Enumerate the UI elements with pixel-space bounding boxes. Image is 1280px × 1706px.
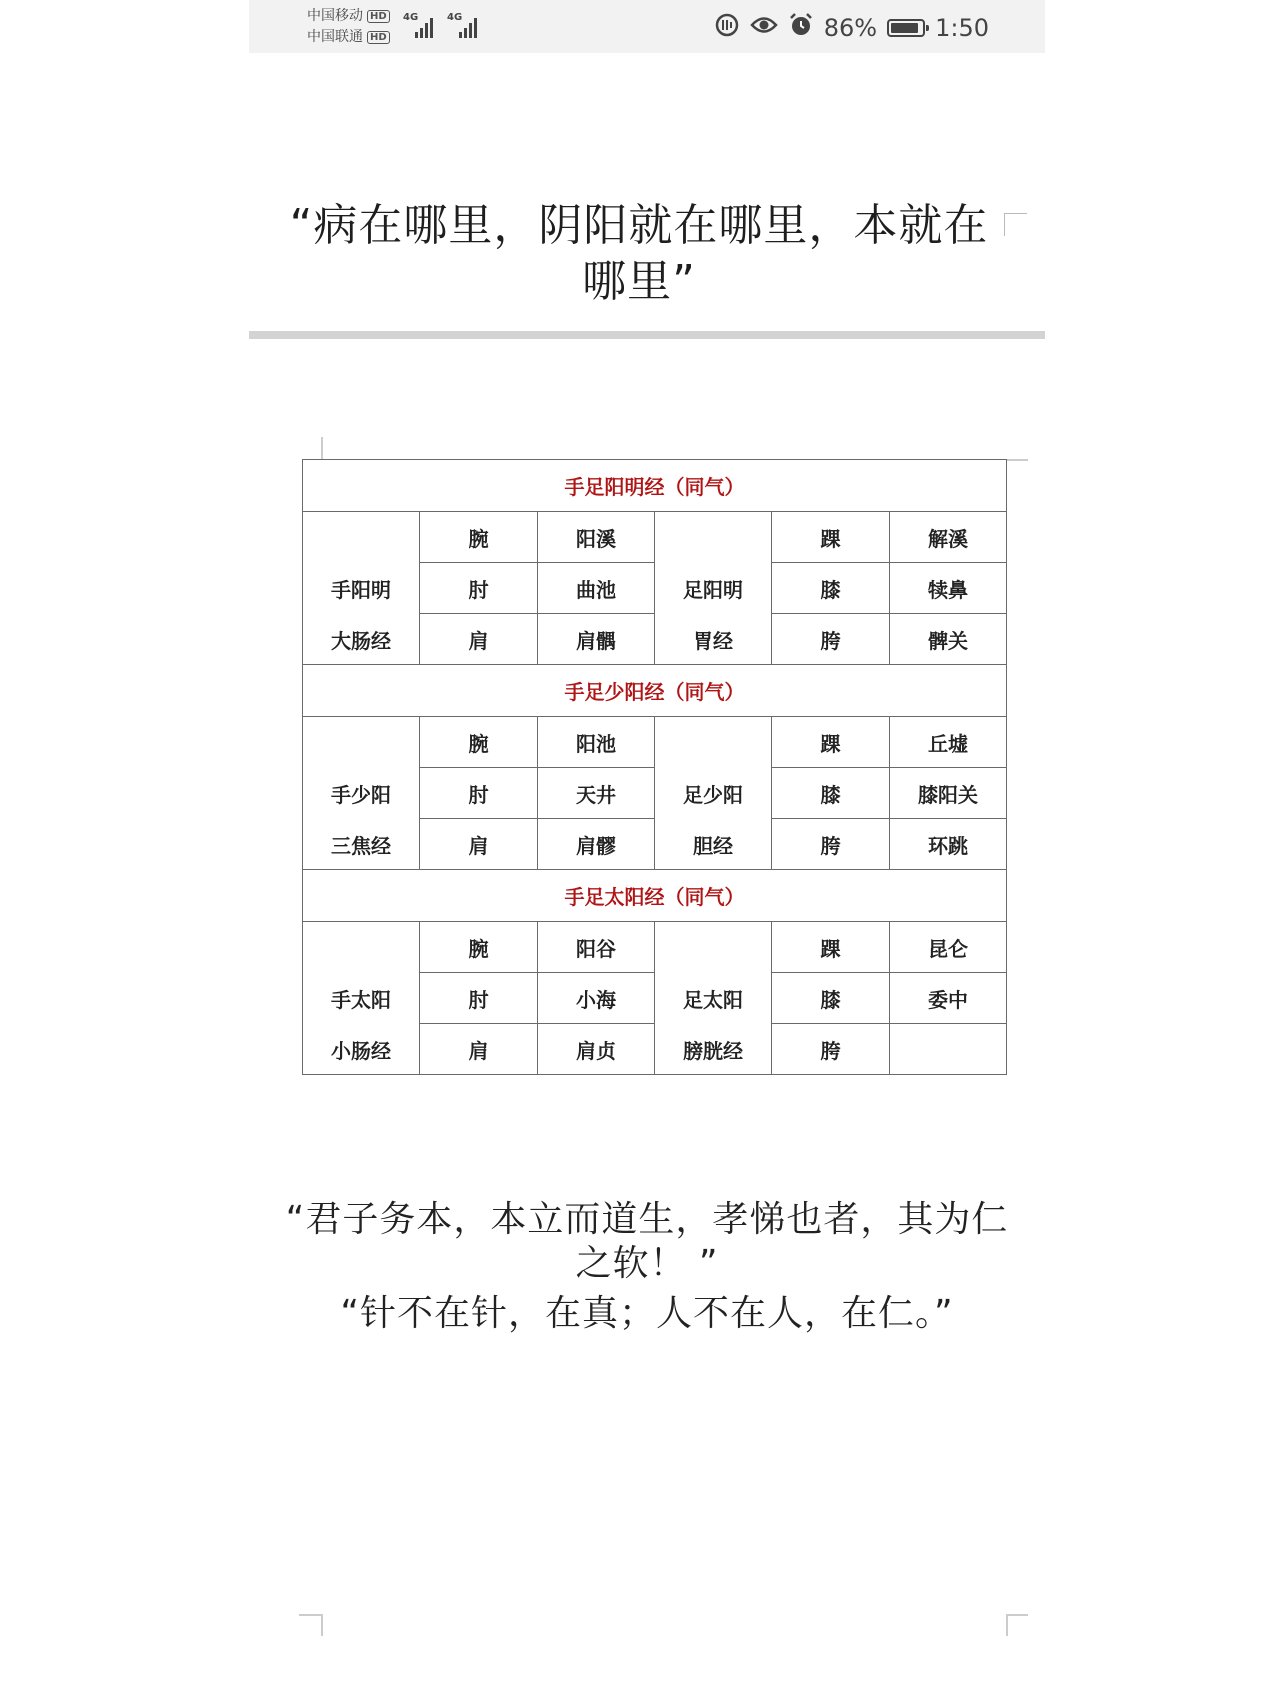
table-row bbox=[303, 614, 1007, 665]
table-row bbox=[303, 973, 1007, 1024]
table-row bbox=[303, 717, 1007, 768]
foot-meridian-name: 膀胱经 bbox=[655, 1024, 772, 1075]
table-row bbox=[303, 1024, 1007, 1075]
foot-point-cell: 环跳 bbox=[890, 819, 1007, 870]
hand-point-cell: 天井 bbox=[538, 768, 655, 819]
battery-icon bbox=[887, 19, 925, 37]
hand-point-cell: 小海 bbox=[538, 973, 655, 1024]
signal-icon-2 bbox=[447, 14, 477, 38]
foot-point-cell: 委中 bbox=[890, 973, 1007, 1024]
table-row bbox=[303, 768, 1007, 819]
hand-point-cell: 阳谷 bbox=[538, 922, 655, 973]
hand-joint-cell: 腕 bbox=[420, 717, 538, 768]
hd-badge: HD bbox=[367, 10, 390, 23]
foot-point-cell: 丘墟 bbox=[890, 717, 1007, 768]
network-1-label: 4G bbox=[403, 12, 419, 23]
data-saver-icon bbox=[714, 12, 740, 44]
hand-joint-cell: 肩 bbox=[420, 819, 538, 870]
quote-bottom-2: “针不在针，在真；人不在人，在仁。” bbox=[340, 1293, 954, 1334]
foot-meridian-name: 胆经 bbox=[655, 819, 772, 870]
page-corner-mark bbox=[1004, 213, 1027, 236]
foot-joint-cell: 踝 bbox=[772, 922, 890, 973]
foot-joint-cell: 胯 bbox=[772, 1024, 890, 1075]
foot-point-cell: 膝阳关 bbox=[890, 768, 1007, 819]
network-2-label: 4G bbox=[447, 12, 463, 23]
foot-joint-cell: 膝 bbox=[772, 563, 890, 614]
section-title: 手足少阳经（同气） bbox=[303, 665, 1007, 717]
hand-meridian-name: 手阳明 bbox=[303, 563, 420, 614]
document-page bbox=[249, 0, 1045, 1706]
battery-percent: 86% bbox=[823, 14, 878, 42]
table-row bbox=[303, 512, 1007, 563]
quote-top: “病在哪里，阴阳就在哪里，本就在哪里” bbox=[289, 200, 989, 307]
crop-mark bbox=[321, 437, 323, 459]
section-divider bbox=[249, 331, 1045, 339]
foot-joint-cell: 胯 bbox=[772, 614, 890, 665]
hand-point-cell: 肩髃 bbox=[538, 614, 655, 665]
foot-point-cell: 髀关 bbox=[890, 614, 1007, 665]
crop-mark-3 bbox=[321, 1614, 323, 1636]
hand-meridian-name: 小肠经 bbox=[303, 1024, 420, 1075]
meridian-table bbox=[302, 459, 1007, 1075]
foot-meridian-name: 足太阳 bbox=[655, 973, 772, 1024]
eye-icon bbox=[750, 14, 778, 42]
hand-joint-cell: 肘 bbox=[420, 768, 538, 819]
table-row bbox=[303, 819, 1007, 870]
crop-mark-5 bbox=[1006, 1614, 1008, 1636]
hand-meridian-name: 大肠经 bbox=[303, 614, 420, 665]
hand-meridian-name bbox=[303, 717, 420, 768]
hand-point-cell: 曲池 bbox=[538, 563, 655, 614]
foot-point-cell: 犊鼻 bbox=[890, 563, 1007, 614]
status-right bbox=[714, 12, 989, 44]
hand-point-cell: 肩贞 bbox=[538, 1024, 655, 1075]
foot-meridian-name: 胃经 bbox=[655, 614, 772, 665]
foot-point-cell bbox=[890, 1024, 1007, 1075]
hand-joint-cell: 腕 bbox=[420, 922, 538, 973]
carrier-1-label: 中国移动 bbox=[307, 8, 363, 24]
foot-meridian-name bbox=[655, 922, 772, 973]
hand-joint-cell: 肘 bbox=[420, 563, 538, 614]
carrier-info bbox=[307, 6, 390, 48]
foot-meridian-name bbox=[655, 512, 772, 563]
hand-joint-cell: 肘 bbox=[420, 973, 538, 1024]
crop-mark-6 bbox=[1006, 1614, 1028, 1616]
quote-bottom-1: “君子务本，本立而道生，孝悌也者，其为仁之软！ ” bbox=[285, 1199, 1009, 1284]
foot-meridian-name: 足少阳 bbox=[655, 768, 772, 819]
hand-joint-cell: 腕 bbox=[420, 512, 538, 563]
alarm-icon bbox=[788, 12, 814, 44]
hand-meridian-name bbox=[303, 512, 420, 563]
table-row bbox=[303, 922, 1007, 973]
hand-meridian-name: 手太阳 bbox=[303, 973, 420, 1024]
hd-badge-2: HD bbox=[367, 31, 390, 44]
clock-time: 1:50 bbox=[935, 14, 989, 42]
foot-joint-cell: 踝 bbox=[772, 717, 890, 768]
signal-indicators bbox=[403, 14, 477, 38]
hand-meridian-name: 三焦经 bbox=[303, 819, 420, 870]
crop-mark-4 bbox=[299, 1614, 321, 1616]
hand-point-cell: 阳池 bbox=[538, 717, 655, 768]
section-title: 手足太阳经（同气） bbox=[303, 870, 1007, 922]
foot-joint-cell: 膝 bbox=[772, 973, 890, 1024]
foot-point-cell: 解溪 bbox=[890, 512, 1007, 563]
hand-joint-cell: 肩 bbox=[420, 614, 538, 665]
crop-mark-2 bbox=[1006, 459, 1028, 461]
foot-joint-cell: 踝 bbox=[772, 512, 890, 563]
status-bar bbox=[249, 0, 1045, 53]
foot-point-cell: 昆仑 bbox=[890, 922, 1007, 973]
carrier-2-label: 中国联通 bbox=[307, 29, 363, 45]
foot-meridian-name: 足阳明 bbox=[655, 563, 772, 614]
hand-meridian-name: 手少阳 bbox=[303, 768, 420, 819]
foot-joint-cell: 膝 bbox=[772, 768, 890, 819]
table-row bbox=[303, 563, 1007, 614]
hand-point-cell: 阳溪 bbox=[538, 512, 655, 563]
hand-meridian-name bbox=[303, 922, 420, 973]
hand-joint-cell: 肩 bbox=[420, 1024, 538, 1075]
foot-joint-cell: 胯 bbox=[772, 819, 890, 870]
section-title: 手足阳明经（同气） bbox=[303, 460, 1007, 512]
hand-point-cell: 肩髎 bbox=[538, 819, 655, 870]
foot-meridian-name bbox=[655, 717, 772, 768]
signal-icon bbox=[403, 14, 433, 38]
